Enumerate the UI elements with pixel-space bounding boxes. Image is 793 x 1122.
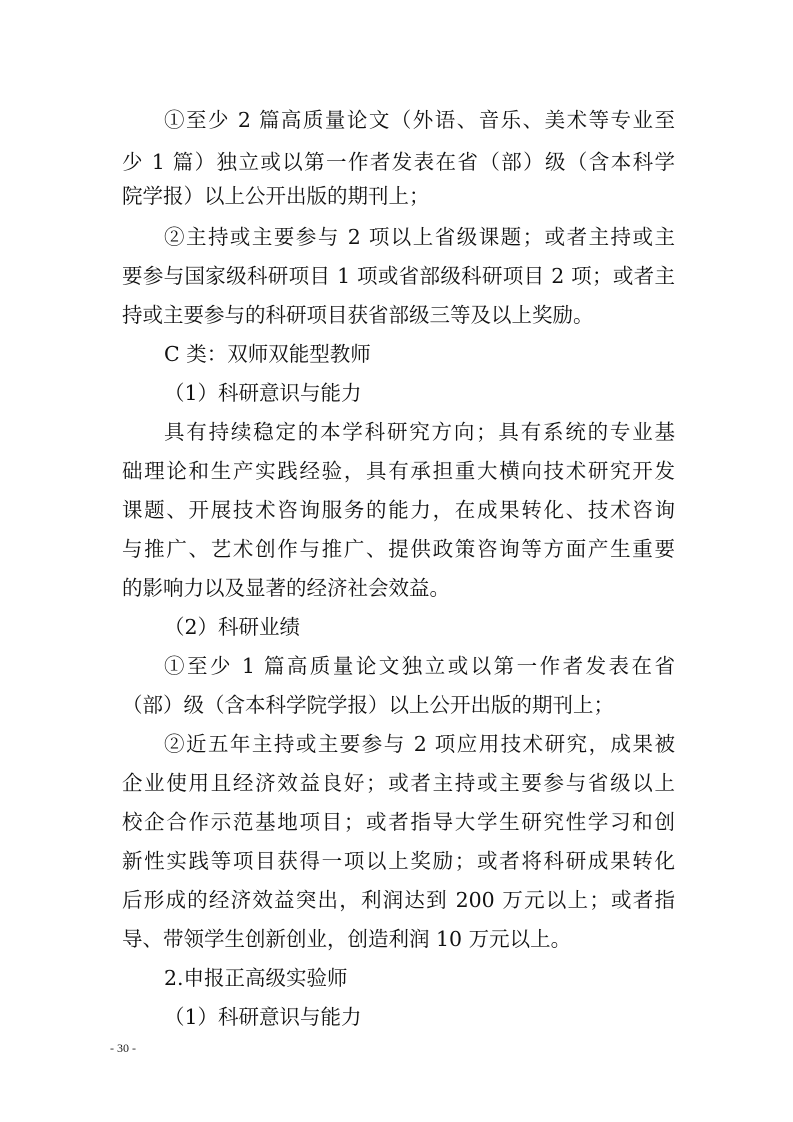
text-line: 与推广、艺术创作与推广、提供政策咨询等方面产生重要 xyxy=(122,537,675,561)
text-line: 础理论和生产实践经验，具有承担重大横向技术研究开发 xyxy=(122,459,675,483)
text-line: ①至少 2 篇高质量论文（外语、音乐、美术等专业至 xyxy=(164,108,675,132)
text-line: （部）级（含本科学院学报）以上公开出版的期刊上； xyxy=(122,693,614,717)
section-heading: C 类：双师双能型教师 xyxy=(164,342,371,366)
page-number: - 30 - xyxy=(110,1041,136,1055)
text-line: 持或主要参与的科研项目获省部级三等及以上奖励。 xyxy=(122,303,594,327)
text-line: 新性实践等项目获得一项以上奖励；或者将科研成果转化 xyxy=(122,849,675,873)
text-line: 导、带领学生创新创业，创造利润 10 万元以上。 xyxy=(122,927,572,951)
sub-heading: （2）科研业绩 xyxy=(164,615,301,639)
sub-heading: （1）科研意识与能力 xyxy=(164,1005,362,1029)
text-line: 后形成的经济效益突出，利润达到 200 万元以上；或者指 xyxy=(122,888,675,912)
text-line: ②近五年主持或主要参与 2 项应用技术研究，成果被 xyxy=(164,732,675,756)
text-line: 少 1 篇）独立或以第一作者发表在省（部）级（含本科学 xyxy=(122,150,675,174)
text-line: 校企合作示范基地项目；或者指导大学生研究性学习和创 xyxy=(122,810,675,834)
text-line: 院学报）以上公开出版的期刊上； xyxy=(122,184,430,208)
text-line: 的影响力以及显著的经济社会效益。 xyxy=(122,576,450,600)
text-line: ①至少 1 篇高质量论文独立或以第一作者发表在省 xyxy=(164,654,675,678)
text-line: ②主持或主要参与 2 项以上省级课题；或者主持或主 xyxy=(164,225,675,249)
sub-heading: （1）科研意识与能力 xyxy=(164,381,362,405)
text-line: 要参与国家级科研项目 1 项或省部级科研项目 2 项；或者主 xyxy=(122,264,675,288)
text-line: 课题、开展技术咨询服务的能力，在成果转化、技术咨询 xyxy=(122,498,675,522)
text-line: 企业使用且经济效益良好；或者主持或主要参与省级以上 xyxy=(122,771,675,795)
section-heading: 2.申报正高级实验师 xyxy=(164,966,348,990)
text-line: 具有持续稳定的本学科研究方向；具有系统的专业基 xyxy=(164,420,675,444)
